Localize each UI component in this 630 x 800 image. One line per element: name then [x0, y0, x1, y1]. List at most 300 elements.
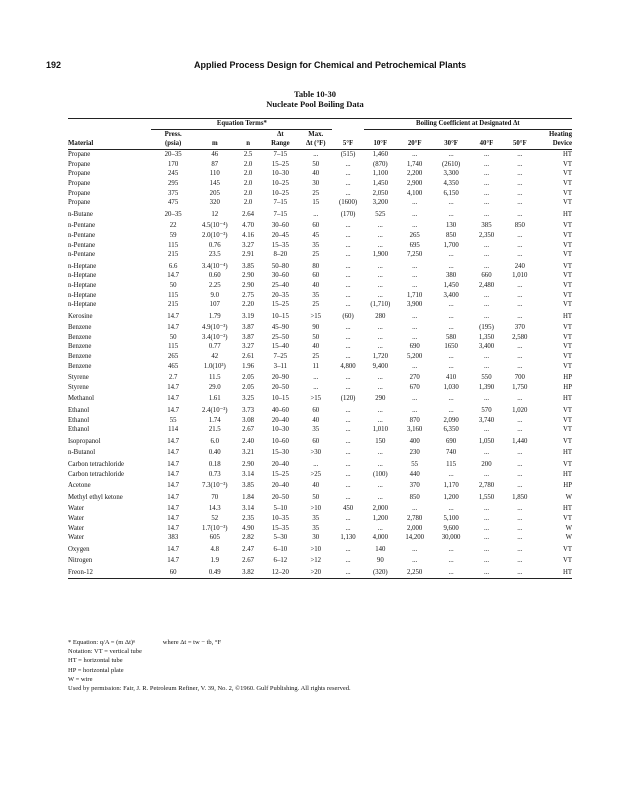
cell-heating-device: VT: [562, 281, 572, 289]
cell-press: 245: [168, 170, 179, 178]
cell-dt-range: 30–60: [271, 222, 289, 230]
cell-heating-device: VT: [562, 545, 572, 553]
cell-coeff-5f: ...: [345, 407, 351, 415]
cell-m: 52: [211, 514, 219, 522]
cell-coeff-50f: ...: [517, 395, 523, 403]
cell-heating-device: VT: [562, 251, 572, 259]
cell-coeff-5f: ...: [345, 449, 351, 457]
cell-coeff-50f: 2,580: [512, 333, 528, 341]
table-row: [68, 281, 572, 291]
cell-n: 2.64: [242, 210, 255, 218]
cell-press: 170: [168, 160, 179, 168]
cell-coeff-5f: ...: [345, 291, 351, 299]
cell-heating-device: VT: [562, 557, 572, 565]
cell-dt-range: 7–15: [273, 210, 288, 218]
cell-dt-range: 25–40: [271, 281, 289, 289]
cell-coeff-30f: ...: [448, 324, 454, 332]
cell-coeff-20f: 690: [409, 343, 420, 351]
cell-coeff-20f: ...: [412, 262, 418, 270]
cell-dt-range: 6–12: [273, 557, 288, 565]
cell-material: Water: [68, 524, 85, 532]
cell-press: 14.7: [167, 470, 180, 478]
cell-m: 7.3(10⁻³): [202, 482, 228, 490]
cell-press: 50: [169, 281, 177, 289]
cell-coeff-5f: (170): [340, 210, 356, 218]
cell-coeff-10f: ...: [377, 493, 383, 501]
cell-max-dt: ...: [313, 151, 319, 159]
cell-heating-device: HT: [562, 395, 572, 403]
table-row: [68, 219, 572, 231]
cell-coeff-10f: 3,200: [372, 199, 388, 207]
cell-coeff-50f: ...: [517, 312, 523, 320]
table-row: [68, 383, 572, 393]
cell-coeff-5f: ...: [345, 222, 351, 230]
cell-material: n-Heptane: [68, 281, 97, 289]
cell-coeff-30f: ...: [448, 312, 454, 320]
cell-m: 3.4(10⁻⁴): [201, 262, 228, 270]
cell-coeff-40f: ...: [483, 395, 490, 403]
cell-coeff-50f: ...: [517, 151, 523, 159]
cell-coeff-20f: 440: [409, 470, 420, 478]
cell-coeff-20f: ...: [412, 222, 418, 230]
cell-heating-device: W: [565, 524, 572, 532]
cell-press: 115: [168, 343, 179, 351]
cell-coeff-10f: 525: [375, 210, 386, 218]
cell-max-dt: ...: [313, 461, 319, 468]
cell-press: 383: [168, 534, 179, 542]
cell-coeff-50f: ...: [517, 426, 523, 434]
cell-press: 20–35: [164, 210, 182, 218]
f10-header: 10°F: [364, 139, 397, 150]
cell-coeff-50f: ...: [517, 362, 523, 370]
table-row: [68, 566, 572, 578]
cell-coeff-20f: 230: [409, 449, 420, 457]
table-row: [68, 250, 572, 260]
cell-m: 1.7(10⁻³): [202, 524, 228, 532]
cell-press: 375: [168, 189, 179, 197]
page-number: 192: [46, 60, 62, 70]
cell-material: Nitrogen: [68, 557, 93, 565]
cell-max-dt: 50: [312, 160, 320, 168]
cell-press: 14.7: [167, 524, 180, 532]
cell-heating-device: HT: [536, 566, 572, 578]
cell-coeff-40f: ...: [483, 514, 490, 522]
cell-coeff-5f: ...: [345, 493, 351, 501]
table-row: [68, 271, 572, 281]
table-row: [68, 310, 572, 322]
cell-max-dt: 60: [312, 407, 320, 415]
cell-max-dt: >25: [310, 470, 322, 478]
cell-coeff-10f: ...: [377, 374, 383, 382]
cell-coeff-10f: 1,900: [372, 251, 388, 259]
cell-coeff-10f: 90: [376, 557, 384, 565]
cell-max-dt: 40: [312, 482, 320, 490]
cell-coeff-50f: ...: [517, 170, 523, 178]
cell-coeff-50f: ...: [517, 231, 523, 239]
cell-coeff-30f: ...: [448, 210, 454, 218]
cell-max-dt: 80: [312, 262, 320, 270]
cell-coeff-5f: ...: [345, 179, 351, 187]
cell-coeff-20f: 7,250: [407, 251, 423, 259]
cell-coeff-10f: ...: [377, 231, 383, 239]
table-row: [68, 392, 572, 404]
cell-heating-device: HT: [562, 210, 572, 218]
cell-coeff-30f: 9,600: [443, 524, 459, 532]
cell-max-dt: 30: [312, 179, 320, 187]
cell-coeff-30f: 1,200: [443, 493, 459, 501]
cell-material: Ethanol: [68, 426, 90, 434]
cell-material: Isopropanol: [68, 437, 101, 445]
cell-coeff-40f: ...: [483, 189, 490, 197]
cell-coeff-5f: ...: [345, 189, 351, 197]
cell-coeff-40f: ...: [483, 160, 490, 168]
cell-material: Benzene: [68, 343, 92, 351]
cell-coeff-10f: ...: [377, 383, 383, 391]
cell-material: Ethanol: [68, 407, 90, 415]
cell-coeff-40f: ...: [483, 534, 490, 542]
cell-n: 2.0: [243, 179, 253, 187]
cell-material: n-Heptane: [68, 272, 97, 280]
cell-coeff-50f: ...: [517, 291, 523, 299]
cell-coeff-30f: ...: [448, 557, 454, 565]
cell-max-dt: 25: [312, 353, 320, 361]
cell-coeff-5f: ...: [345, 437, 351, 445]
cell-press: 265: [168, 353, 179, 361]
cell-coeff-20f: 3,160: [407, 426, 423, 434]
cell-coeff-20f: 55: [411, 461, 419, 468]
cell-m: 107: [209, 301, 220, 309]
table-row: [68, 231, 572, 241]
cell-coeff-5f: ...: [345, 281, 351, 289]
cell-material: Benzene: [68, 324, 92, 332]
cell-m: 0.18: [208, 461, 221, 468]
cell-n: 1.84: [242, 493, 255, 501]
cell-material: Carbon tetrachloride: [68, 461, 125, 468]
cell-coeff-50f: ...: [517, 301, 523, 309]
cell-coeff-50f: ...: [517, 199, 523, 207]
cell-n: 3.19: [242, 312, 255, 320]
cell-material: Propane: [68, 179, 91, 187]
cell-heating-device: VT: [562, 362, 572, 370]
footnote-equation: * Equation: q/A = (m Δt)ⁿ: [68, 639, 136, 646]
cell-n: 2.91: [242, 251, 255, 259]
cell-coeff-20f: ...: [412, 199, 418, 207]
cell-n: 2.5: [243, 151, 253, 159]
cell-coeff-50f: ...: [517, 343, 523, 351]
cell-max-dt: 90: [312, 324, 320, 332]
cell-m: 46: [211, 151, 219, 159]
cell-material: Water: [68, 505, 85, 513]
table-row: [68, 514, 572, 524]
cell-coeff-40f: 1,550: [478, 493, 495, 501]
cell-coeff-40f: ...: [483, 199, 490, 207]
max-header-top: Max.: [308, 130, 324, 138]
cell-coeff-10f: 1,460: [372, 151, 388, 159]
cell-coeff-5f: ...: [345, 374, 351, 382]
cell-m: 1.9: [210, 557, 220, 565]
cell-coeff-30f: 30,000: [441, 534, 461, 542]
cell-coeff-50f: ...: [517, 505, 523, 513]
cell-max-dt: 60: [312, 437, 320, 445]
cell-max-dt: 50: [312, 333, 320, 341]
cell-material: n-Heptane: [68, 291, 97, 299]
cell-max-dt: >15: [310, 395, 322, 403]
cell-press: 14.7: [167, 482, 180, 490]
cell-material: Methanol: [68, 395, 95, 403]
cell-coeff-40f: ...: [483, 362, 490, 370]
cell-coeff-30f: 1650: [444, 343, 458, 351]
cell-material: Benzene: [68, 353, 92, 361]
cell-coeff-30f: 5,100: [443, 514, 459, 522]
cell-coeff-20f: ...: [412, 545, 418, 553]
cell-m: 1.61: [208, 395, 221, 403]
table-row: [68, 470, 572, 480]
cell-coeff-30f: 115: [446, 461, 457, 468]
footnote-notation-1: Notation: VT = vertical tube: [68, 648, 142, 656]
max-header-bottom: Δt (°F): [299, 139, 332, 150]
cell-coeff-40f: ...: [470, 566, 503, 578]
cell-coeff-10f: (100): [372, 470, 388, 478]
cell-n: 3.87: [242, 333, 255, 341]
cell-coeff-5f: ...: [345, 324, 351, 332]
cell-press: 215: [168, 251, 179, 259]
cell-n: 2.67: [242, 557, 255, 565]
cell-coeff-40f: 3,740: [478, 416, 495, 424]
table-row: [68, 342, 572, 352]
cell-coeff-10f: 2,050: [372, 189, 388, 197]
cell-dt-range: 20–45: [271, 231, 289, 239]
cell-n: 3.25: [242, 395, 255, 403]
cell-max-dt: 35: [312, 241, 320, 249]
cell-coeff-40f: ...: [483, 557, 490, 565]
cell-n: 2.05: [242, 383, 255, 391]
cell-heating-device: VT: [562, 333, 572, 341]
cell-heating-device: VT: [562, 461, 572, 468]
press-header-top: Press.: [164, 130, 182, 138]
cell-coeff-40f: ...: [483, 312, 490, 320]
cell-coeff-30f: 380: [446, 272, 457, 280]
cell-coeff-10f: (1,710): [370, 301, 391, 309]
cell-coeff-10f: 2,000: [372, 505, 388, 513]
cell-n: 3.14: [242, 505, 255, 513]
cell-coeff-5f: ...: [345, 241, 351, 249]
cell-coeff-30f: ...: [448, 262, 454, 270]
cell-coeff-10f: 1,100: [372, 170, 388, 178]
dt-header-bottom: Range: [262, 139, 299, 150]
table-group-header-row: [68, 119, 572, 130]
cell-material: Styrene: [68, 374, 89, 382]
cell-heating-device: VT: [562, 199, 572, 207]
cell-max-dt: 40: [312, 170, 320, 178]
table-row: [68, 435, 572, 447]
cell-coeff-5f: (515): [340, 151, 356, 159]
cell-n: 3.87: [242, 324, 255, 332]
cell-max-dt: >20: [299, 566, 332, 578]
cell-coeff-40f: ...: [483, 251, 490, 259]
cell-coeff-5f: ...: [345, 545, 351, 553]
cell-n: 2.0: [243, 189, 253, 197]
cell-n: 3.27: [242, 343, 255, 351]
cell-m: 9.0: [210, 291, 220, 299]
cell-coeff-50f: ...: [517, 241, 523, 249]
cell-coeff-30f: 3,300: [443, 170, 459, 178]
cell-coeff-5f: ...: [345, 557, 351, 565]
cell-press: 59: [169, 231, 177, 239]
f40-header: 40°F: [470, 139, 503, 150]
cell-m: 0.73: [208, 470, 221, 478]
cell-heating-device: VT: [562, 170, 572, 178]
cell-coeff-20f: ...: [412, 281, 418, 289]
cell-material: Oxygen: [68, 545, 90, 553]
cell-coeff-20f: 3,900: [407, 301, 423, 309]
cell-coeff-50f: ...: [517, 470, 523, 478]
cell-coeff-20f: ...: [412, 333, 418, 341]
cell-max-dt: 15: [312, 199, 320, 207]
cell-n: 3.27: [242, 241, 255, 249]
footnote-notation-4: W = wire: [68, 675, 93, 683]
cell-m: 0.49: [195, 566, 235, 578]
cell-coeff-5f: ...: [345, 231, 351, 239]
cell-coeff-20f: ...: [412, 505, 418, 513]
cell-heating-device: VT: [562, 262, 572, 270]
cell-n: 3.08: [242, 416, 255, 424]
cell-coeff-10f: ...: [377, 324, 383, 332]
cell-heating-device: HT: [562, 312, 572, 320]
cell-coeff-5f: ...: [332, 566, 363, 578]
cell-heating-device: VT: [562, 231, 572, 239]
boiling-coeff-header: Boiling Coefficient at Designated Δt: [364, 119, 572, 130]
cell-material: Acetone: [68, 482, 91, 490]
cell-material: Freon-12: [68, 566, 151, 578]
cell-max-dt: 35: [312, 291, 320, 299]
cell-coeff-5f: (1600): [339, 199, 358, 207]
cell-m: 0.77: [208, 343, 221, 351]
cell-press: 295: [168, 179, 179, 187]
cell-max-dt: 45: [312, 231, 320, 239]
cell-m: 42: [211, 353, 219, 361]
table-row: [68, 479, 572, 491]
cell-m: 2.0(10⁻³): [202, 231, 228, 239]
cell-coeff-40f: 1,350: [478, 333, 495, 341]
cell-coeff-20f: ...: [412, 312, 418, 320]
press-header-bottom: (psia): [151, 139, 195, 150]
table-title: Nucleate Pool Boiling Data: [266, 99, 364, 109]
cell-press: 6.6: [168, 262, 178, 270]
cell-coeff-50f: ...: [517, 189, 523, 197]
cell-max-dt: ...: [313, 210, 319, 218]
cell-heating-device: VT: [562, 426, 572, 434]
cell-coeff-20f: 850: [409, 493, 420, 501]
cell-max-dt: 11: [312, 362, 320, 370]
cell-coeff-10f: ...: [377, 281, 383, 289]
cell-coeff-10f: 1,450: [372, 179, 388, 187]
cell-m: 605: [209, 534, 220, 542]
cell-coeff-20f: 5,200: [407, 353, 423, 361]
cell-dt-range: 5–30: [273, 534, 288, 542]
cell-coeff-20f: 695: [409, 241, 420, 249]
cell-coeff-30f: ...: [448, 407, 454, 415]
cell-coeff-10f: ...: [377, 262, 383, 270]
cell-heating-device: HT: [562, 505, 572, 513]
cell-coeff-10f: 1,010: [372, 426, 388, 434]
cell-coeff-50f: ...: [517, 416, 523, 424]
cell-dt-range: 10–25: [271, 189, 289, 197]
cell-press: 14.7: [167, 272, 180, 280]
cell-n: 2.0: [243, 170, 253, 178]
f50-header: 50°F: [503, 139, 536, 150]
cell-max-dt: 30: [312, 534, 320, 542]
cell-m: 11.5: [208, 374, 221, 382]
cell-coeff-50f: ...: [517, 482, 523, 490]
cell-n: 2.90: [242, 272, 255, 280]
cell-press: 14.7: [167, 505, 180, 513]
cell-max-dt: 25: [312, 189, 320, 197]
cell-coeff-50f: 700: [514, 374, 525, 382]
cell-max-dt: 35: [312, 524, 320, 532]
cell-coeff-50f: 240: [514, 262, 525, 270]
cell-dt-range: 15–25: [271, 470, 289, 478]
cell-press: 14.7: [167, 383, 180, 391]
cell-m: 205: [209, 189, 220, 197]
cell-coeff-20f: 265: [409, 231, 420, 239]
footnote-equation-line: [68, 638, 578, 647]
cell-heating-device: W: [565, 493, 572, 501]
cell-coeff-10f: 280: [375, 312, 386, 320]
cell-n: 2.61: [242, 353, 255, 361]
table-row: [68, 491, 572, 503]
m-header: m: [195, 139, 235, 150]
cell-max-dt: ...: [313, 383, 319, 391]
cell-press: 115: [168, 291, 179, 299]
cell-material: Methyl ethyl ketone: [68, 493, 123, 501]
cell-coeff-20f: 1,740: [407, 160, 423, 168]
cell-n: 2.0: [243, 199, 253, 207]
cell-m: 2.4(10⁻³): [202, 407, 228, 415]
cell-max-dt: 40: [312, 281, 320, 289]
cell-coeff-5f: ...: [345, 301, 351, 309]
cell-coeff-20f: 2,250: [397, 566, 432, 578]
cell-dt-range: 40–60: [271, 407, 289, 415]
cell-heating-device: VT: [562, 514, 572, 522]
cell-dt-range: 10–30: [271, 426, 289, 434]
cell-dt-range: 20–50: [271, 493, 289, 501]
cell-coeff-30f: ...: [448, 470, 454, 478]
cell-heating-device: VT: [562, 291, 572, 299]
cell-heating-device: VT: [562, 407, 572, 415]
cell-max-dt: 35: [312, 514, 320, 522]
table-row: [68, 524, 572, 534]
cell-coeff-50f: ...: [517, 534, 523, 542]
cell-coeff-5f: ...: [345, 514, 351, 522]
cell-dt-range: 15–25: [271, 160, 289, 168]
f30-header: 30°F: [432, 139, 469, 150]
cell-max-dt: 25: [312, 251, 320, 259]
cell-coeff-30f: ...: [448, 151, 454, 159]
cell-coeff-30f: (2610): [442, 160, 461, 168]
cell-n: 4.16: [242, 231, 255, 239]
cell-m: 87: [211, 160, 219, 168]
cell-coeff-30f: 1,450: [443, 281, 459, 289]
cell-dt-range: 10–35: [271, 514, 289, 522]
cell-coeff-40f: ...: [483, 301, 490, 309]
cell-coeff-30f: 1,170: [443, 482, 459, 490]
cell-coeff-5f: (120): [340, 395, 356, 403]
cell-coeff-10f: 9,400: [372, 362, 388, 370]
heating-header-bottom: Device: [536, 139, 572, 150]
cell-material: Benzene: [68, 362, 92, 370]
cell-coeff-5f: ...: [345, 170, 351, 178]
cell-m: 6.0: [210, 437, 220, 445]
